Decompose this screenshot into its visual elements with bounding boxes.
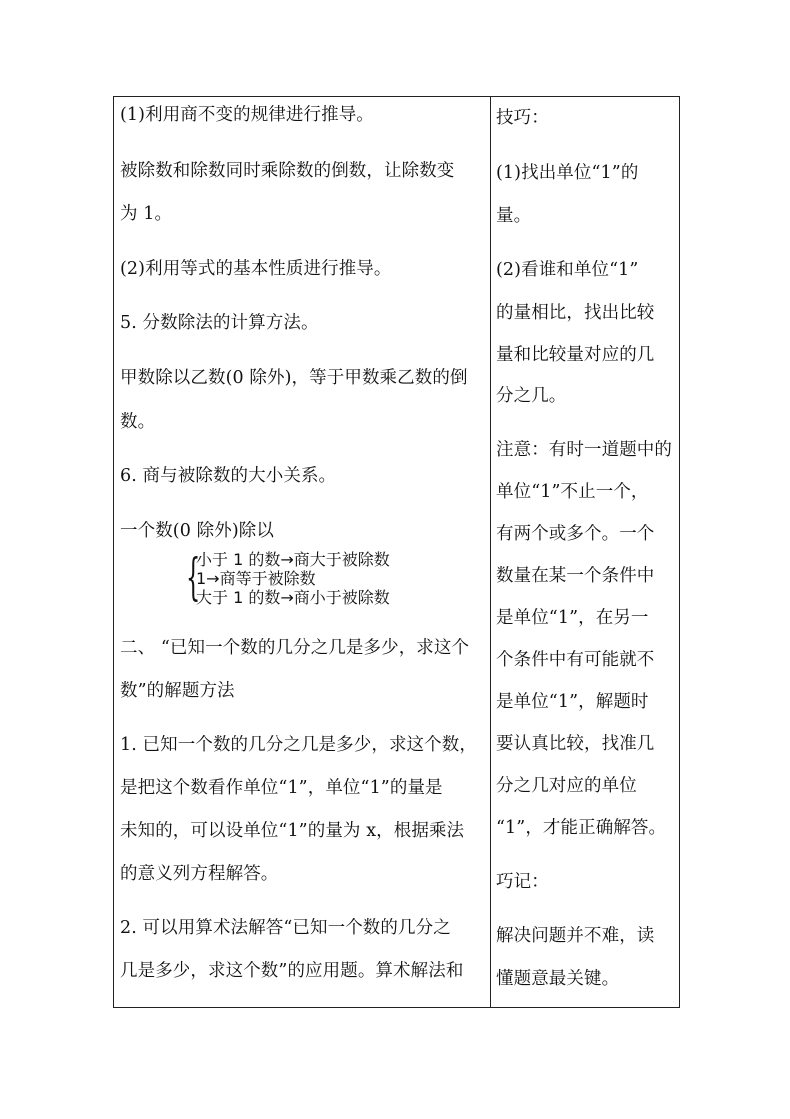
text-line: 量。 (496, 206, 532, 226)
text-line: 甲数除以乙数(0 除外)，等于甲数乘乙数的倒 (120, 368, 468, 388)
text-line: 单位“1”不止一个， (496, 482, 649, 502)
text-line: 解决问题并不难，读 (496, 926, 655, 946)
quotient-relation-brace (186, 548, 446, 611)
text-line: 分之几。 (496, 386, 567, 406)
text-line: 是把这个数看作单位“1”，单位“1”的量是 (120, 778, 443, 798)
text-line: 数量在某一个条件中 (496, 566, 655, 586)
text-line: (2)看谁和单位“1” (496, 260, 639, 280)
text-line: 有两个或多个。一个 (496, 524, 655, 544)
text-line: 被除数和除数同时乘除数的倒数，让除数变 (120, 161, 455, 181)
text-line: 1. 已知一个数的几分之几是多少，求这个数， (120, 735, 477, 755)
text-line: 2. 可以用算术法解答“已知一个数的几分之 (120, 918, 451, 938)
brace-line: 大于 1 的数→商小于被除数 (196, 588, 390, 607)
text-line: 6. 商与被除数的大小关系。 (120, 466, 337, 486)
text-line: 未知的，可以设单位“1”的量为 x，根据乘法 (120, 821, 465, 841)
text-line: 5. 分数除法的计算方法。 (120, 313, 319, 333)
brace-line: 小于 1 的数→商大于被除数 (196, 550, 390, 569)
text-line: 几是多少，求这个数”的应用题。算术解法和 (120, 961, 464, 981)
text-line: (1)找出单位“1”的 (496, 163, 639, 183)
text-line: 数。 (120, 412, 156, 432)
text-line: 的量相比，找出比较 (496, 303, 655, 323)
text-line: 懂题意最关键。 (496, 969, 620, 989)
column-divider (490, 96, 491, 1008)
text-line: 一个数(0 除外)除以 (120, 521, 274, 541)
text-line: (1)利用商不变的规律进行推导。 (120, 105, 374, 125)
text-line: 量和比较量对应的几 (496, 345, 655, 365)
text-line: 数”的解题方法 (120, 681, 235, 701)
text-line: 的意义列方程解答。 (120, 864, 279, 884)
text-line: 是单位“1”，在另一 (496, 608, 649, 628)
text-line: 个条件中有可能就不 (496, 650, 655, 670)
brace-line: 1→商等于被除数 (196, 569, 316, 588)
text-line: 二、 “已知一个数的几分之几是多少，求这个 (120, 638, 470, 658)
text-line: “1”，才能正确解答。 (496, 818, 667, 838)
text-line: 为 1。 (120, 204, 173, 224)
text-line: 注意：有时一道题中的 (496, 440, 672, 460)
text-line: 巧记： (496, 872, 549, 892)
text-line: 是单位“1”，解题时 (496, 692, 649, 712)
left-brace-icon: { (186, 548, 201, 606)
text-line: 技巧： (496, 108, 549, 128)
text-line: 分之几对应的单位 (496, 776, 637, 796)
text-line: (2)利用等式的基本性质进行推导。 (120, 259, 392, 279)
text-line: 要认真比较，找准几 (496, 734, 655, 754)
